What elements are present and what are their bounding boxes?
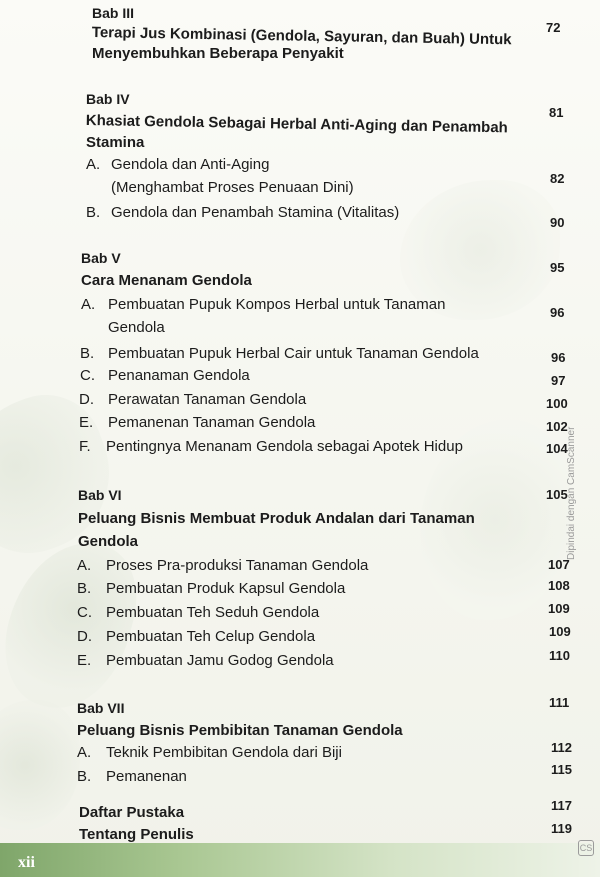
toc-item-page: 96	[551, 350, 566, 365]
toc-item-page: 100	[546, 396, 568, 411]
toc-item-letter: E.	[77, 652, 92, 669]
toc-item-letter: D.	[77, 628, 92, 645]
toc-item-letter: A.	[77, 557, 92, 574]
chapter-title-bab6-line2: Gendola	[78, 533, 139, 550]
chapter-title-bab3-line2: Menyembuhkan Beberapa Penyakit	[92, 45, 344, 62]
toc-item-title: Pembuatan Pupuk Kompos Herbal untuk Tanaman	[108, 296, 446, 313]
toc-item-title: Penanaman Gendola	[108, 367, 250, 384]
page-number-bab3: 72	[546, 20, 561, 35]
toc-item-letter: E.	[79, 414, 94, 431]
chapter-title-bab3-line1: Terapi Jus Kombinasi (Gendola, Sayuran, dan Buah) Untuk	[91, 24, 512, 49]
toc-item-title-line2: Gendola	[108, 319, 165, 336]
back-matter-tentang-penulis: Tentang Penulis	[79, 826, 194, 843]
footer-band	[0, 843, 600, 877]
toc-item-page: 96	[550, 305, 565, 320]
back-matter-daftar-pustaka: Daftar Pustaka	[79, 804, 185, 821]
toc-item-page: 97	[551, 373, 566, 388]
chapter-label-bab3: Bab III	[92, 5, 135, 21]
toc-item-page: 90	[550, 215, 565, 230]
toc-item-title: Pembuatan Pupuk Herbal Cair untuk Tanaman Gendola	[108, 345, 479, 362]
toc-item-title: Pembuatan Jamu Godog Gendola	[106, 652, 334, 669]
toc-item-page: 110	[549, 648, 570, 663]
page-number-bab5: 95	[550, 260, 565, 275]
chapter-label-bab7: Bab VII	[77, 700, 125, 716]
toc-item-letter: F.	[79, 438, 91, 455]
toc-item-page: 109	[549, 624, 571, 639]
camscanner-icon: CS	[578, 840, 594, 856]
toc-item-page: 109	[548, 601, 570, 616]
toc-item-page: 104	[546, 441, 568, 456]
toc-item-title: Pembuatan Produk Kapsul Gendola	[106, 580, 346, 597]
toc-item-title: Pembuatan Teh Seduh Gendola	[106, 604, 320, 621]
toc-item-page: 107	[548, 557, 570, 572]
toc-item-page: 108	[548, 578, 570, 593]
chapter-label-bab5: Bab V	[81, 250, 121, 266]
chapter-title-bab6-line1: Peluang Bisnis Membuat Produk Andalan dari Tanaman	[78, 510, 475, 527]
toc-item-title: Teknik Pembibitan Gendola dari Biji	[106, 744, 342, 761]
toc-item-letter: D.	[79, 391, 94, 408]
page-number-bab4: 81	[549, 105, 564, 120]
toc-item-page: 82	[550, 171, 565, 186]
toc-item-title: Proses Pra-produksi Tanaman Gendola	[106, 557, 369, 574]
page-number-footer: xii	[18, 854, 35, 871]
scanner-watermark: Dipindai dengan CamScanner	[566, 426, 577, 560]
toc-item-page: 102	[546, 419, 568, 434]
toc-item-letter: C.	[80, 367, 95, 384]
chapter-title-bab5-line1: Cara Menanam Gendola	[81, 272, 252, 289]
toc-item-letter: B.	[77, 580, 92, 597]
toc-item-letter: C.	[77, 604, 92, 621]
toc-item-title: Perawatan Tanaman Gendola	[108, 391, 307, 408]
chapter-title-bab7-line1: Peluang Bisnis Pembibitan Tanaman Gendola	[77, 722, 403, 739]
chapter-label-bab4: Bab IV	[86, 91, 130, 107]
toc-item-title: Pembuatan Teh Celup Gendola	[106, 628, 316, 645]
toc-item-letter: A.	[81, 296, 96, 313]
toc-item-letter: A.	[86, 156, 101, 173]
toc-item-letter: A.	[77, 744, 92, 761]
toc-item-letter: B.	[86, 204, 101, 221]
toc-item-title-line2: (Menghambat Proses Penuaan Dini)	[111, 179, 354, 196]
back-matter-page: 119	[551, 821, 572, 836]
toc-item-title: Gendola dan Penambah Stamina (Vitalitas)	[111, 204, 400, 221]
toc-item-page: 112	[551, 740, 572, 755]
toc-item-letter: B.	[77, 768, 92, 785]
chapter-title-bab4-line1: Khasiat Gendola Sebagai Herbal Anti-Aging dan Penambah	[85, 112, 508, 137]
page-number-bab7: 111	[549, 695, 570, 710]
toc-item-title: Pemanenan	[106, 768, 187, 785]
toc-item-title: Gendola dan Anti-Aging	[111, 156, 270, 173]
leaf-decoration	[0, 700, 80, 830]
toc-item-title: Pemanenan Tanaman Gendola	[108, 414, 316, 431]
chapter-title-bab4-line2: Stamina	[86, 134, 145, 151]
back-matter-page: 117	[551, 798, 572, 813]
toc-item-title: Pentingnya Menanam Gendola sebagai Apotek Hidup	[106, 438, 463, 455]
toc-item-page: 115	[551, 762, 572, 777]
chapter-label-bab6: Bab VI	[78, 487, 122, 503]
page-number-bab6: 105	[546, 487, 568, 502]
toc-item-letter: B.	[80, 345, 95, 362]
